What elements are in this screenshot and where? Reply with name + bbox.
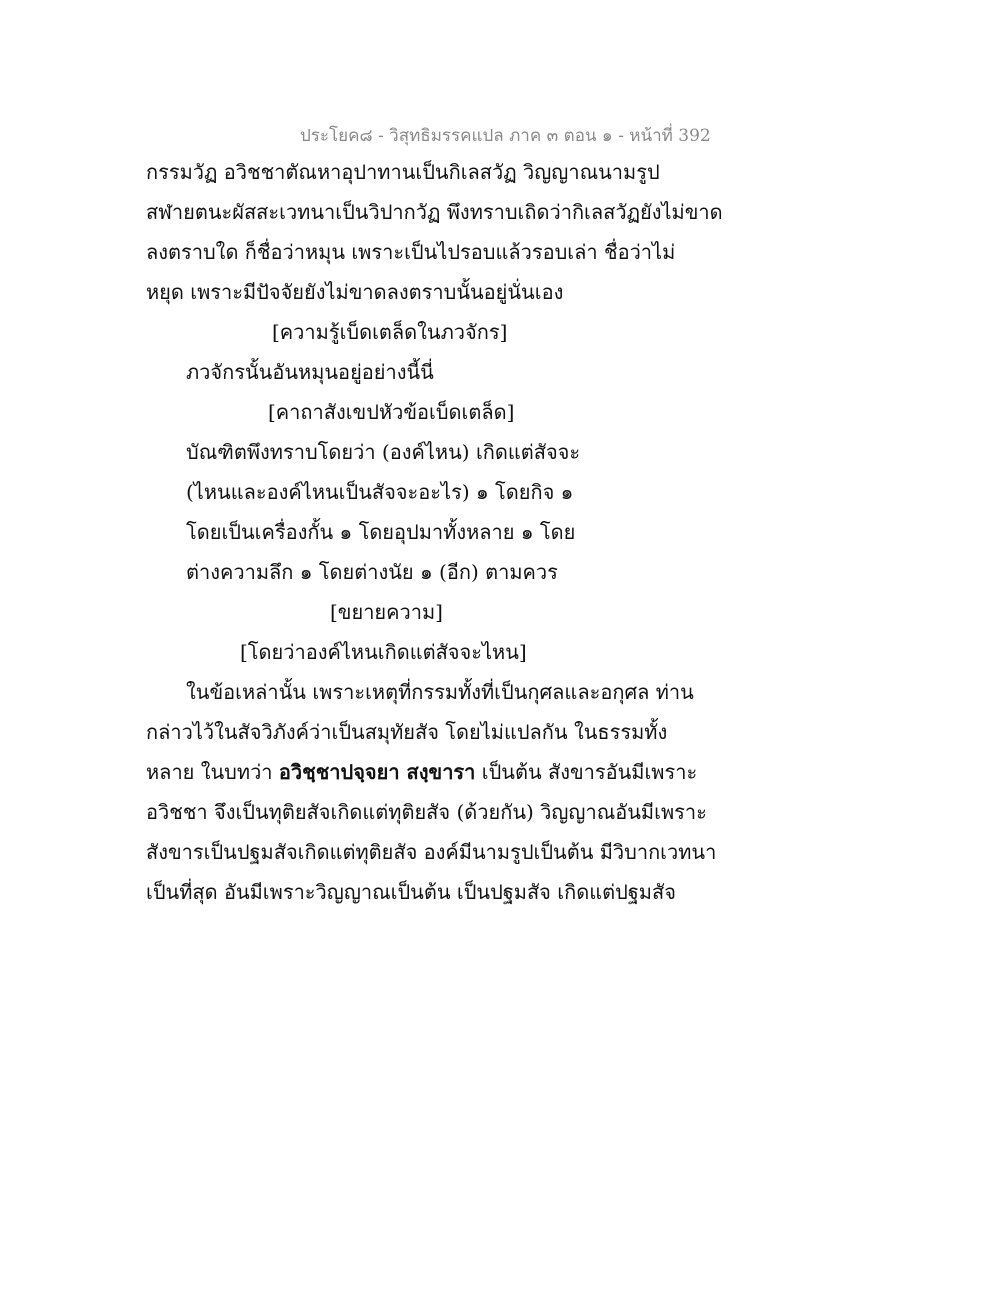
- body-line: กรรมวัฏ อวิชชาตัณหาอุปาทานเป็นกิเลสวัฏ วิญญาณนามรูป: [146, 160, 660, 184]
- body-line: ลงตราบใด ก็ชื่อว่าหมุน เพราะเป็นไปรอบแล้วรอบเล่า ชื่อว่าไม่: [146, 240, 676, 264]
- body-line: เป็นที่สุด อันมีเพราะวิญญาณเป็นต้น เป็นปฐมสัจ เกิดแต่ปฐมสัจ: [146, 880, 676, 904]
- verse-line: (ไหนและองค์ไหนเป็นสัจจะอะไร) ๑ โดยกิจ ๑: [186, 480, 574, 504]
- body-line: ภวจักรนั้นอันหมุนอยู่อย่างนี้นี่: [186, 360, 434, 384]
- body-line: สังขารเป็นปฐมสัจเกิดแต่ทุติยสัจ องค์มีนามรูปเป็นต้น มีวิบากเวทนา: [146, 840, 717, 864]
- verse-line: ต่างความลึก ๑ โดยต่างนัย ๑ (อีก) ตามควร: [186, 560, 558, 584]
- body-line: กล่าวไว้ในสัจวิภังค์ว่าเป็นสมุทัยสัจ โดยไม่แปลกัน ในธรรมทั้ง: [146, 720, 668, 744]
- section-heading: [ความรู้เบ็ดเตล็ดในภวจักร]: [272, 320, 508, 344]
- body-line: อวิชชา จึงเป็นทุติยสัจเกิดแต่ทุติยสัจ (ด้วยกัน) วิญญาณอันมีเพราะ: [146, 800, 707, 824]
- section-heading: [คาถาสังเขปหัวข้อเบ็ดเตล็ด]: [268, 400, 515, 424]
- body-text: หลาย ในบทว่า: [146, 760, 279, 784]
- body-text: เป็นต้น สังขารอันมีเพราะ: [475, 760, 698, 784]
- verse-line: บัณฑิตพึงทราบโดยว่า (องค์ไหน) เกิดแต่สัจจะ: [186, 440, 581, 464]
- body-line-with-term: [146, 758, 697, 786]
- body-line: หยุด เพราะมีปัจจัยยังไม่ขาดลงตราบนั้นอยู่นั่นเอง: [146, 280, 564, 304]
- section-heading: [โดยว่าองค์ไหนเกิดแต่สัจจะไหน]: [240, 640, 527, 664]
- running-header: ประโยค๘ - วิสุทธิมรรคแปล ภาค ๓ ตอน ๑ - หน้าที่ 392: [300, 126, 711, 146]
- pali-term: อวิชฺชาปจฺจยา สงฺขารา: [278, 760, 476, 784]
- body-line: ในข้อเหล่านั้น เพราะเหตุที่กรรมทั้งที่เป็นกุศลและอกุศล ท่าน: [186, 680, 694, 704]
- section-heading: [ขยายความ]: [330, 600, 443, 624]
- verse-line: โดยเป็นเครื่องกั้น ๑ โดยอุปมาทั้งหลาย ๑ โดย: [186, 520, 576, 544]
- body-line: สฬายตนะผัสสะเวทนาเป็นวิปากวัฏ พึงทราบเถิดว่ากิเลสวัฏยังไม่ขาด: [146, 200, 723, 224]
